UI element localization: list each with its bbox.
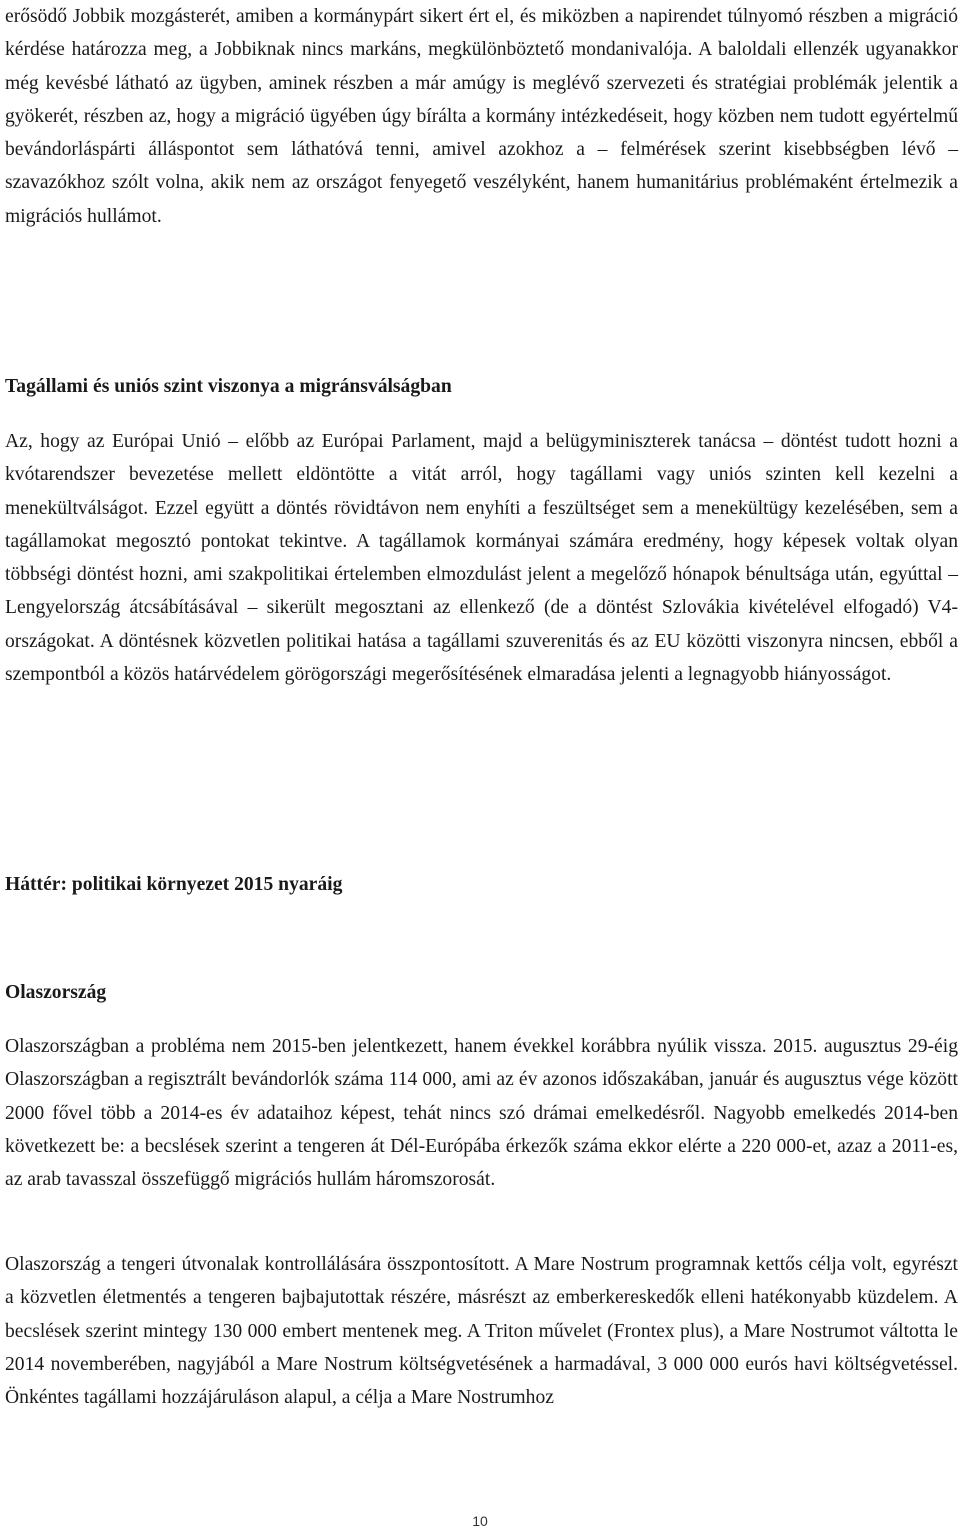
section-paragraph-member-state-eu: Az, hogy az Európai Unió – előbb az Európai Parlament, majd a belügyminiszterek tanácsa – döntést tudott hozni a kvótarendszer bevezetése mellett eldöntötte a vitát arról, hogy tagállami vagy uniós szinten kell kezelni a menekültválságot. Ezzel együtt a döntés rövidtávon nem enyhíti a feszültséget sem a menekültügy kezelésében, sem a tagállamokat megosztó pontokat tekintve. A tagállamok kormányai számára eredmény, hogy képesek voltak olyan többségi döntést hozni, ami szakpolitikai értelemben elmozdulást jelent a megelőző hónapok bénultsága után, egyúttal – Lengyelország átcsábításával – sikerült megosztani az ellenkező (de a döntést Szlovákia kivételével elfogadó) V4-országokat. A döntésnek közvetlen politikai hatása a tagállami szuverenitás és az EU közötti viszonyra nincsen, ebből a szempontból a közös határvédelem görögországi megerősítésének elmaradása jelenti a legnagyobb hiányosságot. xyxy=(5,431,958,686)
section-heading-political-background: Háttér: politikai környezet 2015 nyaráig xyxy=(5,874,343,895)
intro-paragraph: erősödő Jobbik mozgásterét, amiben a kormánypárt sikert ért el, és miközben a napirendet túlnyomó részben a migráció kérdése határozza meg, a Jobbiknak nincs markáns, megkülönböztető mondanivalója. A baloldali ellenzék ugyanakkor még kevésbé látható az ügyben, aminek részben a már amúgy is meglévő szervezeti és stratégiai problémák jelentik a gyökerét, részben az, hogy a migráció ügyében úgy bírálta a kormány intézkedéseit, hogy közben nem tudott egyértelmű bevándorláspárti álláspontot sem láthatóvá tenni, amivel azokhoz a – felmérések szerint kisebbségben lévő – szavazókhoz szólt volna, akik nem az országot fenyegető veszélyként, hanem humanitárius problémaként értelmezik a migrációs hullámot. xyxy=(5,6,958,227)
section-heading-italy: Olaszország xyxy=(5,982,107,1003)
section-heading-member-state-eu: Tagállami és uniós szint viszonya a migránsválságban xyxy=(5,376,452,397)
italy-paragraph-2: Olaszország a tengeri útvonalak kontrollálására összpontosított. A Mare Nostrum programnak kettős célja volt, egyrészt a közvetlen életmentés a tengeren bajbajutottak részére, másrészt az emberkereskedők elleni hatékonyabb küzdelem. A becslések szerint mintegy 130 000 embert mentenek meg. A Triton művelet (Frontex plus), a Mare Nostrumot váltotta le 2014 novemberében, nagyjából a Mare Nostrum költségvetésének a harmadával, 3 000 000 eurós havi költségvetéssel. Önkéntes tagállami hozzájáruláson alapul, a célja a Mare Nostrumhoz xyxy=(5,1254,958,1409)
italy-paragraph-1: Olaszországban a probléma nem 2015-ben jelentkezett, hanem évekkel korábbra nyúlik vissza. 2015. augusztus 29-éig Olaszországban a regisztrált bevándorlók száma 114 000, ami az év azonos időszakában, január és augusztus vége között 2000 fővel több a 2014-es év adataihoz képest, tehát nincs szó drámai emelkedésről. Nagyobb emelkedés 2014-ben következett be: a becslések szerint a tengeren át Dél-Európába érkezők száma ekkor elérte a 220 000-et, azaz a 2011-es, az arab tavasszal összefüggő migrációs hullám háromszorosát. xyxy=(5,1036,958,1191)
page-number: 10 xyxy=(472,1513,488,1529)
